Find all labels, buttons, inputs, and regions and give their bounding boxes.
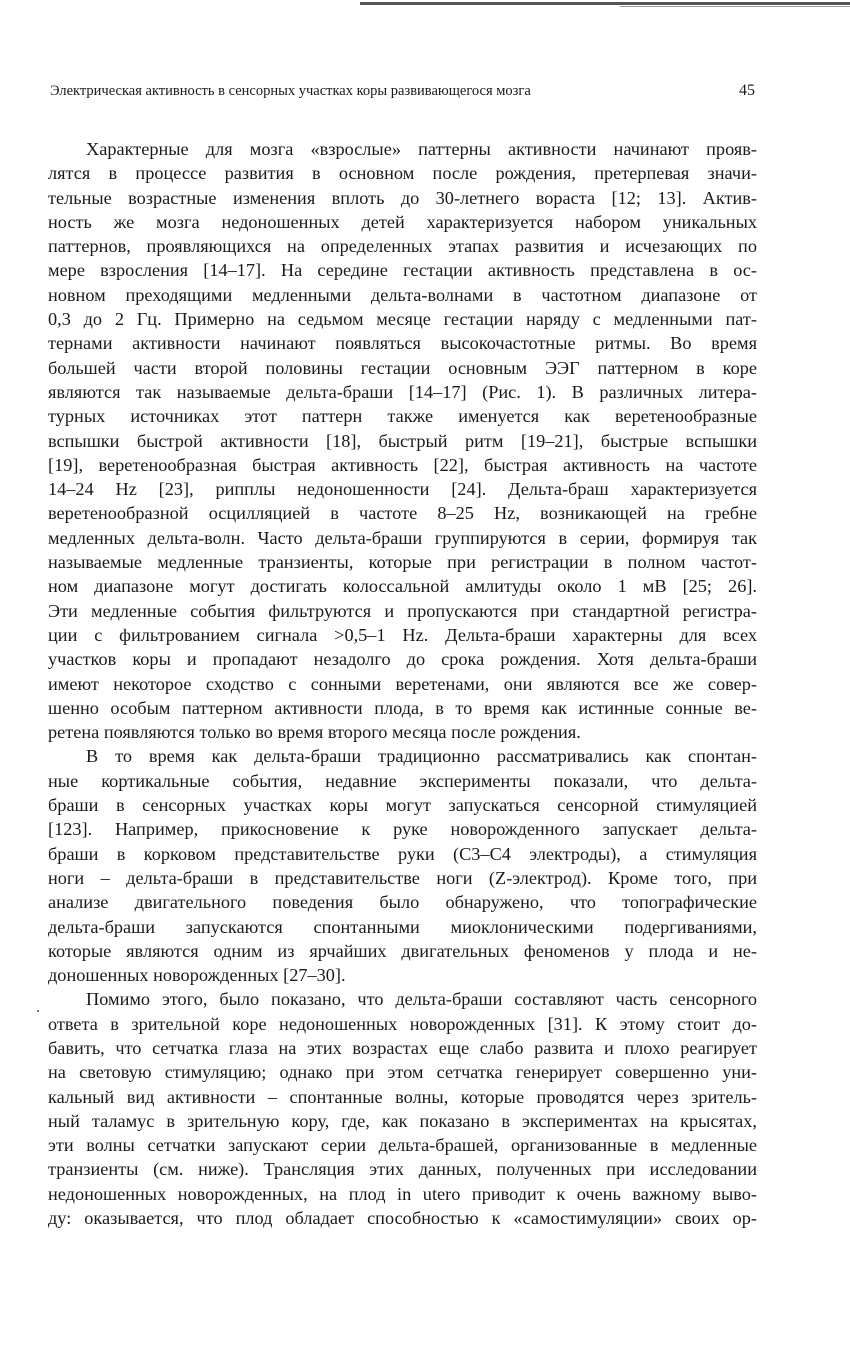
text-line: Характерные для мозга «взрослые» паттерны активности начинают прояв- [86, 139, 757, 159]
text-line: турных источниках этот паттерн также именуется как веретенообразные [48, 406, 757, 427]
text-line: бавить, что сетчатка глаза на этих возрастах еще слабо развита и плохо реагирует [48, 1037, 757, 1058]
text-line: ретена появляются только во время второго месяца после рождения. [48, 722, 581, 743]
text-line: паттернов, проявляющихся на определенных этапах развития и исчезающих по [48, 236, 757, 257]
margin-speck [37, 1010, 39, 1012]
text-line: ность же мозга недоношенных детей характеризуется набором уникальных [48, 211, 757, 232]
text-line: ции с фильтрованием сигнала >0,5–1 Hz. Дельта-браши характерны для всех [48, 624, 757, 645]
paragraph-3 [48, 987, 757, 1230]
paragraph-2 [48, 744, 757, 987]
text-line: [19], веретенообразная быстрая активность [22], быстрая активность на частоте [48, 454, 757, 475]
text-line: 14–24 Hz [23], рипплы недоношенности [24]. Дельта-браш характеризуется [48, 479, 757, 500]
text-line: новном преходящими медленными дельта-волнами в частотном диапазоне от [48, 284, 757, 305]
text-line: браши в сенсорных участках коры могут запускаться сенсорной стимуляцией [48, 795, 757, 816]
text-line: на световую стимуляцию; однако при этом сетчатка генерирует совершенно уни- [48, 1062, 757, 1083]
text-line: ный таламус в зрительную кору, где, как показано в экспериментах на крысятах, [48, 1110, 757, 1131]
text-line: Эти медленные события фильтруются и пропускаются при стандартной регистра- [48, 600, 757, 621]
text-line: недоношенных новорожденных, на плод in utero приводит к очень важному выво- [48, 1183, 757, 1204]
text-line: шенно особым паттерном активности плода, в то время как истинные сонные ве- [48, 697, 757, 718]
text-line: мере взросления [14–17]. На середине гестации активность представлена в ос- [48, 260, 757, 281]
top-edge-rule-thin [620, 6, 850, 7]
text-line: ном диапазоне могут достигать колоссальной амлитуды около 1 мВ [25; 26]. [48, 576, 757, 597]
running-title: Электрическая активность в сенсорных участках коры развивающегося мозга [50, 83, 531, 99]
text-line: В то время как дельта-браши традиционно рассматривались как спонтан- [86, 746, 757, 767]
text-line: имеют некоторое сходство с сонными веретенами, они являются все же совер- [48, 673, 757, 694]
text-line: которые являются одним из ярчайших двигательных феноменов у плода и не- [48, 940, 757, 961]
text-line: ноги – дельта-браши в представительстве ноги (Z-электрод). Кроме того, при [48, 867, 757, 888]
running-head [50, 80, 755, 102]
text-line: ду: оказывается, что плод обладает способностью к «самостимуляции» своих ор- [48, 1208, 757, 1229]
text-line: транзиенты (см. ниже). Трансляция этих данных, полученных при исследовании [48, 1159, 757, 1180]
text-line: лятся в процессе развития в основном после рождения, претерпевая значи- [48, 163, 757, 184]
text-line: доношенных новорожденных [27–30]. [48, 965, 346, 986]
top-edge-rule [360, 2, 850, 5]
body-text [48, 137, 757, 1230]
text-line: 0,3 до 2 Гц. Примерно на седьмом месяце гестации наряду с медленными пат- [48, 309, 757, 330]
paragraph-1 [48, 137, 757, 744]
text-line: [123]. Например, прикосновение к руке новорожденного запускает дельта- [48, 819, 757, 840]
text-line: медленных дельта-волн. Часто дельта-браши группируются в серии, формируя так [48, 527, 757, 548]
text-line: Помимо этого, было показано, что дельта-браши составляют часть сенсорного [86, 989, 757, 1010]
text-line: дельта-браши запускаются спонтанными миоклоническими подергиваниями, [48, 916, 757, 937]
text-line: являются так называемые дельта-браши [14–17] (Рис. 1). В различных литера- [48, 381, 757, 402]
text-line: тернами активности начинают появляться высокочастотные ритмы. Во время [48, 333, 757, 354]
text-line: ные кортикальные события, недавние эксперименты показали, что дельта- [48, 770, 757, 791]
text-line: ответа в зрительной коре недоношенных новорожденных [31]. К этому стоит до- [48, 1013, 757, 1034]
text-line: анализе двигательного поведения было обнаружено, что топографические [48, 892, 757, 913]
text-line: называемые медленные транзиенты, которые при регистрации в полном частот- [48, 552, 757, 573]
text-line: вспышки быстрой активности [18], быстрый ритм [19–21], быстрые вспышки [48, 430, 757, 451]
text-line: большей части второй половины гестации основным ЭЭГ паттерном в коре [48, 357, 757, 378]
text-line: тельные возрастные изменения вплоть до 30-летнего вораста [12; 13]. Актив- [48, 187, 757, 208]
text-line: браши в корковом представительстве руки (C3–C4 электроды), а стимуляция [48, 843, 757, 864]
page-number: 45 [739, 82, 755, 99]
text-line: кальный вид активности – спонтанные волны, которые проводятся через зритель- [48, 1086, 757, 1107]
text-line: веретенообразной осцилляцией в частоте 8–25 Hz, возникающей на гребне [48, 503, 757, 524]
text-line: эти волны сетчатки запускают серии дельта-брашей, организованные в медленные [48, 1135, 757, 1156]
text-line: участков коры и пропадают незадолго до срока рождения. Хотя дельта-браши [48, 649, 757, 670]
